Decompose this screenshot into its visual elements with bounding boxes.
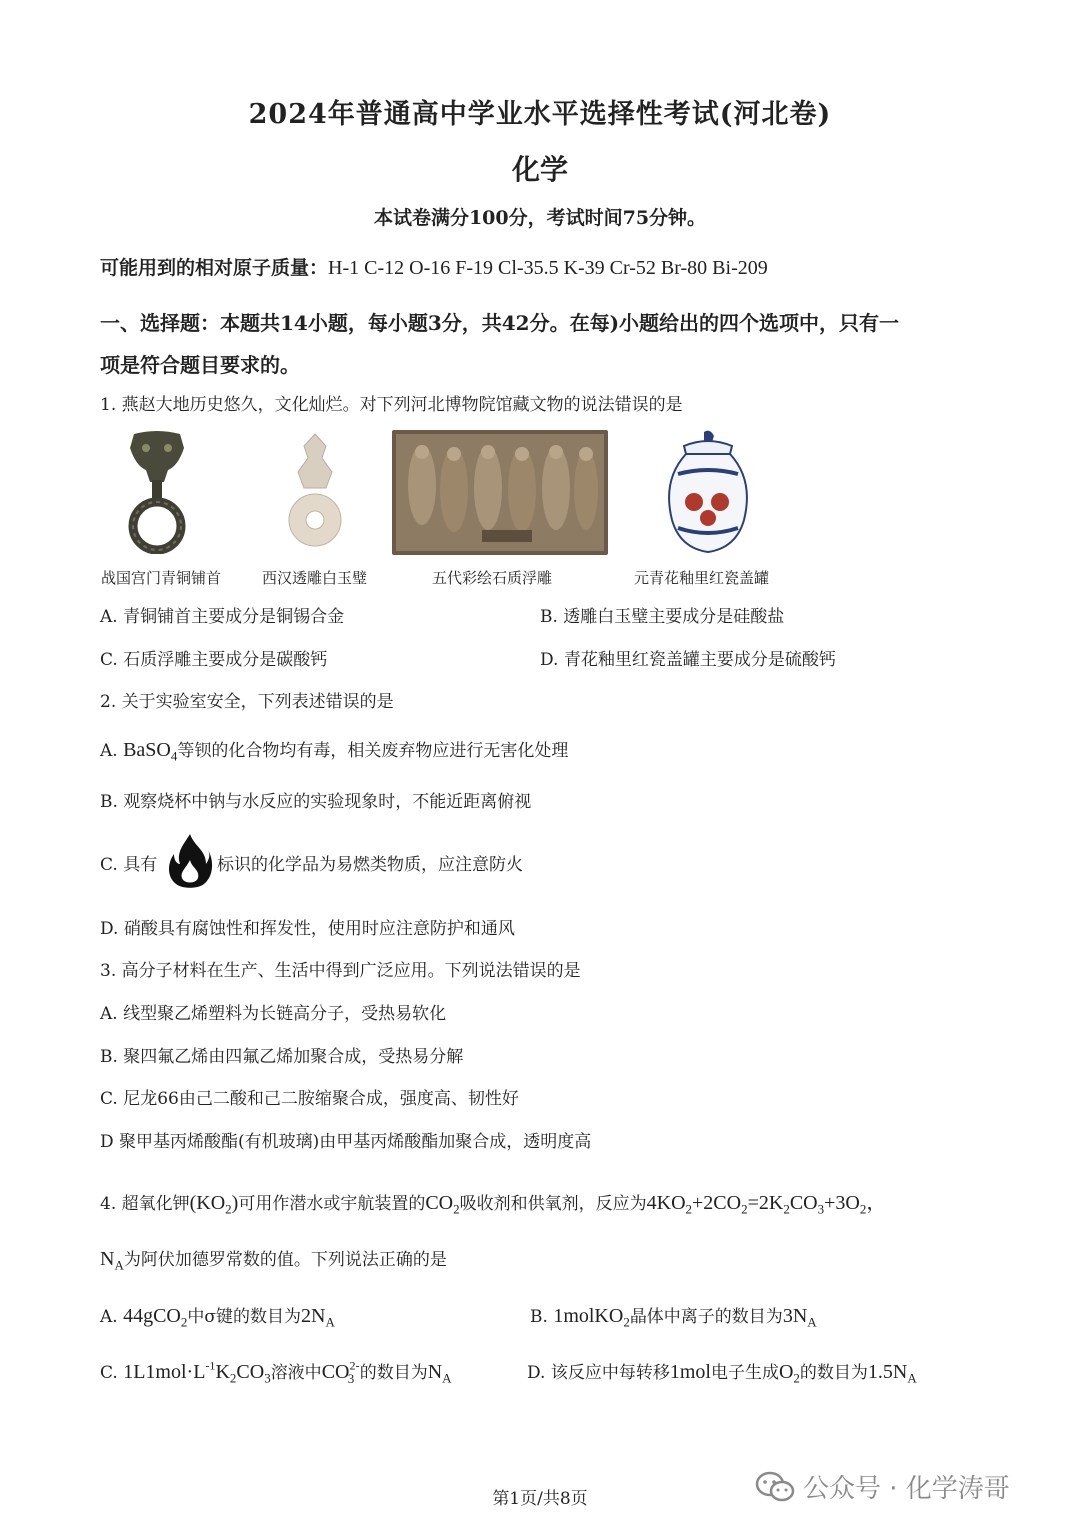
q4-c-text2: 的数目为: [359, 1363, 428, 1383]
q4-b-value: $3N_A$: [782, 1305, 817, 1330]
q2-a-formula-main: BaSO: [123, 739, 171, 761]
q4-stem-line1: [100, 1186, 886, 1218]
exam-note: 本试卷满分100分，考试时间75分钟。: [373, 207, 707, 229]
q4-b-text: 晶体中离子的数目为: [629, 1307, 783, 1327]
q4-b-prefix: B.: [530, 1307, 548, 1327]
q4-d-value: $1.5N_A$: [867, 1361, 917, 1386]
bronze-knocker-image: [128, 430, 186, 554]
q4-na: $N_A$: [100, 1248, 124, 1273]
q4-d-text: 电子生成: [710, 1363, 779, 1383]
q4-stem-b: 可用作潜水或宇航装置的: [238, 1194, 426, 1214]
q4-ko2: $(KO_2)$: [189, 1192, 239, 1217]
q2-option-d: D. 硝酸具有腐蚀性和挥发性，使用时应注意防护和通风: [100, 919, 515, 939]
page-footer: 第1页/共8页: [492, 1489, 588, 1509]
atomic-masses-values: H-1 C-12 O-16 F-19 Cl-35.5 K-39 Cr-52 Br-80 Bi-209: [328, 257, 768, 279]
q1-option-b: B. 透雕白玉璧主要成分是硅酸盐: [540, 607, 785, 627]
q4-d-mol: 1mol: [669, 1361, 711, 1383]
q4-a-formula: 44gCO$_2$: [123, 1305, 188, 1330]
q1-caption-1: 战国宫门青铜铺首: [101, 569, 222, 587]
q2-option-c-text: [100, 850, 157, 875]
q4-option-c: [100, 1358, 452, 1387]
q3-option-c: C. 尼龙66由己二酸和己二胺缩聚合成，强度高、韧性好: [100, 1089, 519, 1109]
section-heading: [100, 302, 990, 386]
q3-stem: 3. 高分子材料在生产、生活中得到广泛应用。下列说法错误的是: [100, 961, 581, 981]
q3-option-a: A. 线型聚乙烯塑料为长链高分子，受热易软化: [100, 1004, 447, 1024]
flammable-icon: [166, 832, 214, 890]
q4-stem-a: 4. 超氧化钾: [100, 1194, 190, 1214]
q4-co2: $CO_2$: [425, 1192, 460, 1217]
jade-disc-image: [288, 432, 342, 554]
q4-c-value: $N_A$: [427, 1361, 452, 1386]
wechat-icon: [755, 1471, 795, 1503]
section-heading-line1: 一、选择题：本题共14小题，每小题3分，共42分。在每)小题给出的四个选项中，只有一: [100, 311, 900, 335]
q1-option-a: A. 青铜铺首主要成分是铜锡合金: [100, 607, 345, 627]
q4-option-a: [100, 1302, 335, 1331]
q1-option-d: D. 青花釉里红瓷盖罐主要成分是硫酸钙: [540, 650, 836, 670]
q4-d-text2: 的数目为: [799, 1363, 868, 1383]
q2-a-formula: [123, 739, 178, 764]
q4-c-prefix: C.: [100, 1363, 118, 1383]
porcelain-jar-image: [664, 430, 752, 556]
watermark-text: 公众号 · 化学涛哥: [803, 1474, 1010, 1504]
q2-option-c-rest: 标识的化学品为易燃类物质，应注意防火: [217, 855, 523, 875]
q4-c-text: 溶液中: [270, 1363, 322, 1383]
q2-option-b: B. 观察烧杯中钠与水反应的实验现象时，不能近距离俯视: [100, 792, 532, 812]
q4-option-d: [527, 1358, 917, 1387]
q1-caption-4: 元青花釉里红瓷盖罐: [634, 569, 770, 587]
q1-caption-2: 西汉透雕白玉璧: [262, 569, 368, 587]
q2-c-prefix: C. 具有: [100, 855, 158, 875]
q4-equation: $4KO_2+2CO_2=2K_2CO_3+3O_2$，: [646, 1192, 887, 1217]
q2-a-prefix: A.: [100, 741, 118, 761]
q2-option-a: [100, 736, 568, 765]
q2-a-rest: 等钡的化合物均有毒，相关废弃物应进行无害化处理: [177, 741, 569, 761]
atomic-masses: [100, 253, 768, 280]
q4-c-formula: $1L1mol\cdot L^{-1}K_2CO_3$: [123, 1358, 271, 1386]
q1-caption-3: 五代彩绘石质浮雕: [432, 569, 553, 587]
watermark: [755, 1468, 1010, 1505]
q4-b-formula: 1molKO$_2$: [553, 1305, 630, 1330]
q4-a-text: 中σ键的数目为: [187, 1307, 301, 1327]
q4-stem-d: 为阿伏加德罗常数的值。下列说法正确的是: [123, 1250, 447, 1270]
q4-a-value: $2N_A$: [301, 1305, 335, 1330]
section-heading-line2: 项是符合题目要求的。: [100, 353, 300, 377]
q2-a-formula-sub: 4: [170, 748, 178, 764]
q1-stem: 1. 燕赵大地历史悠久，文化灿烂。对下列河北博物院馆藏文物的说法错误的是: [100, 395, 683, 415]
exam-subject: 化学: [511, 153, 568, 186]
q2-stem: 2. 关于实验室安全，下列表述错误的是: [100, 692, 394, 712]
stone-relief-image: [392, 430, 608, 555]
q3-option-d: D 聚甲基丙烯酸酯(有机玻璃)由甲基丙烯酸酯加聚合成，透明度高: [100, 1132, 592, 1152]
q4-c-ion: $CO^{2-}_3$: [321, 1358, 360, 1386]
atomic-masses-label: 可能用到的相对原子质量：: [100, 257, 329, 279]
q4-d-prefix: D. 该反应中每转移: [527, 1363, 670, 1383]
q4-stem-c: 吸收剂和供氧剂，反应为: [459, 1194, 647, 1214]
q3-option-b: B. 聚四氟乙烯由四氟乙烯加聚合成，受热易分解: [100, 1047, 464, 1067]
exam-title: 2024年普通高中学业水平选择性考试(河北卷): [248, 99, 832, 130]
q4-stem-line2: [100, 1245, 447, 1274]
q4-d-o2: $O_2$: [778, 1361, 800, 1386]
q4-a-prefix: A.: [100, 1307, 118, 1327]
q1-option-c: C. 石质浮雕主要成分是碳酸钙: [100, 650, 328, 670]
q4-option-b: [530, 1302, 817, 1331]
